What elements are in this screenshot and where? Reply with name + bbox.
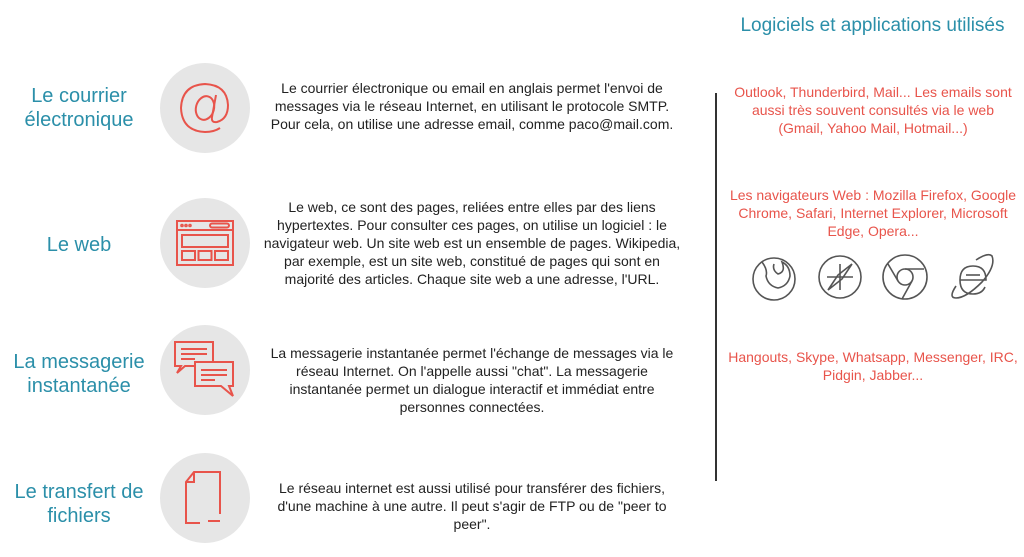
email-software: Outlook, Thunderbird, Mail... Les emails sont aussi très souvent consultés via le web (Gmail, Yahoo Mail, Hotmail...) bbox=[734, 84, 1012, 136]
file-transfer-icon-circle bbox=[160, 453, 250, 543]
safari-icon bbox=[816, 252, 864, 302]
file-icon bbox=[180, 468, 230, 528]
divider bbox=[715, 93, 717, 481]
browser-window-icon bbox=[175, 218, 235, 268]
at-icon bbox=[170, 73, 240, 143]
web-browsers: Les navigateurs Web : Mozilla Firefox, Google Chrome, Safari, Internet Explorer, Microsoft Edge, Opera... bbox=[729, 187, 1017, 239]
email-icon-circle bbox=[160, 63, 250, 153]
section-title-email: Le courrier électronique bbox=[24, 85, 134, 131]
browser-icons bbox=[748, 252, 998, 302]
messaging-software: Hangouts, Skype, Whatsapp, Messenger, IRC, Pidgin, Jabber... bbox=[728, 349, 1018, 383]
chat-bubbles-icon bbox=[173, 340, 237, 400]
web-icon-circle bbox=[160, 198, 250, 288]
section-title-file-transfer: Le transfert de fichiers bbox=[14, 481, 144, 527]
file-transfer-description: Le réseau internet est aussi utilisé pour transférer des fichiers, d'une machine à une autre. Il peut s'agir de FTP ou de "peer to peer". bbox=[277, 480, 667, 532]
section-title-messaging: La messagerie instantanée bbox=[13, 351, 145, 397]
chrome-icon bbox=[880, 252, 930, 302]
web-description: Le web, ce sont des pages, reliées entre elles par des liens hypertextes. Pour consulter ces pages, on utilise un logiciel : le navigateur web. Un site web est un ensemble de pages. Wikipedia, par exemple, est un site web, constitué de pages qui sont en majorité des articles. Chaque site web a une adresse, l'URL. bbox=[263, 199, 681, 287]
section-title-web: Le web bbox=[46, 234, 112, 256]
software-heading: Logiciels et applications utilisés bbox=[740, 15, 1005, 36]
internet-explorer-icon bbox=[946, 252, 998, 302]
email-description: Le courrier électronique ou email en anglais permet l'envoi de messages via le réseau Internet, en utilisant le protocole SMTP. Pour cela, on utilise une adresse email, comme paco@mail.com. bbox=[270, 80, 674, 132]
messaging-icon-circle bbox=[160, 325, 250, 415]
firefox-icon bbox=[748, 252, 800, 302]
messaging-description: La messagerie instantanée permet l'échange de messages via le réseau Internet. On l'appelle aussi "chat". La messagerie instantanée permet un dialogue interactif et immédiat entre personnes connectées. bbox=[270, 345, 674, 415]
